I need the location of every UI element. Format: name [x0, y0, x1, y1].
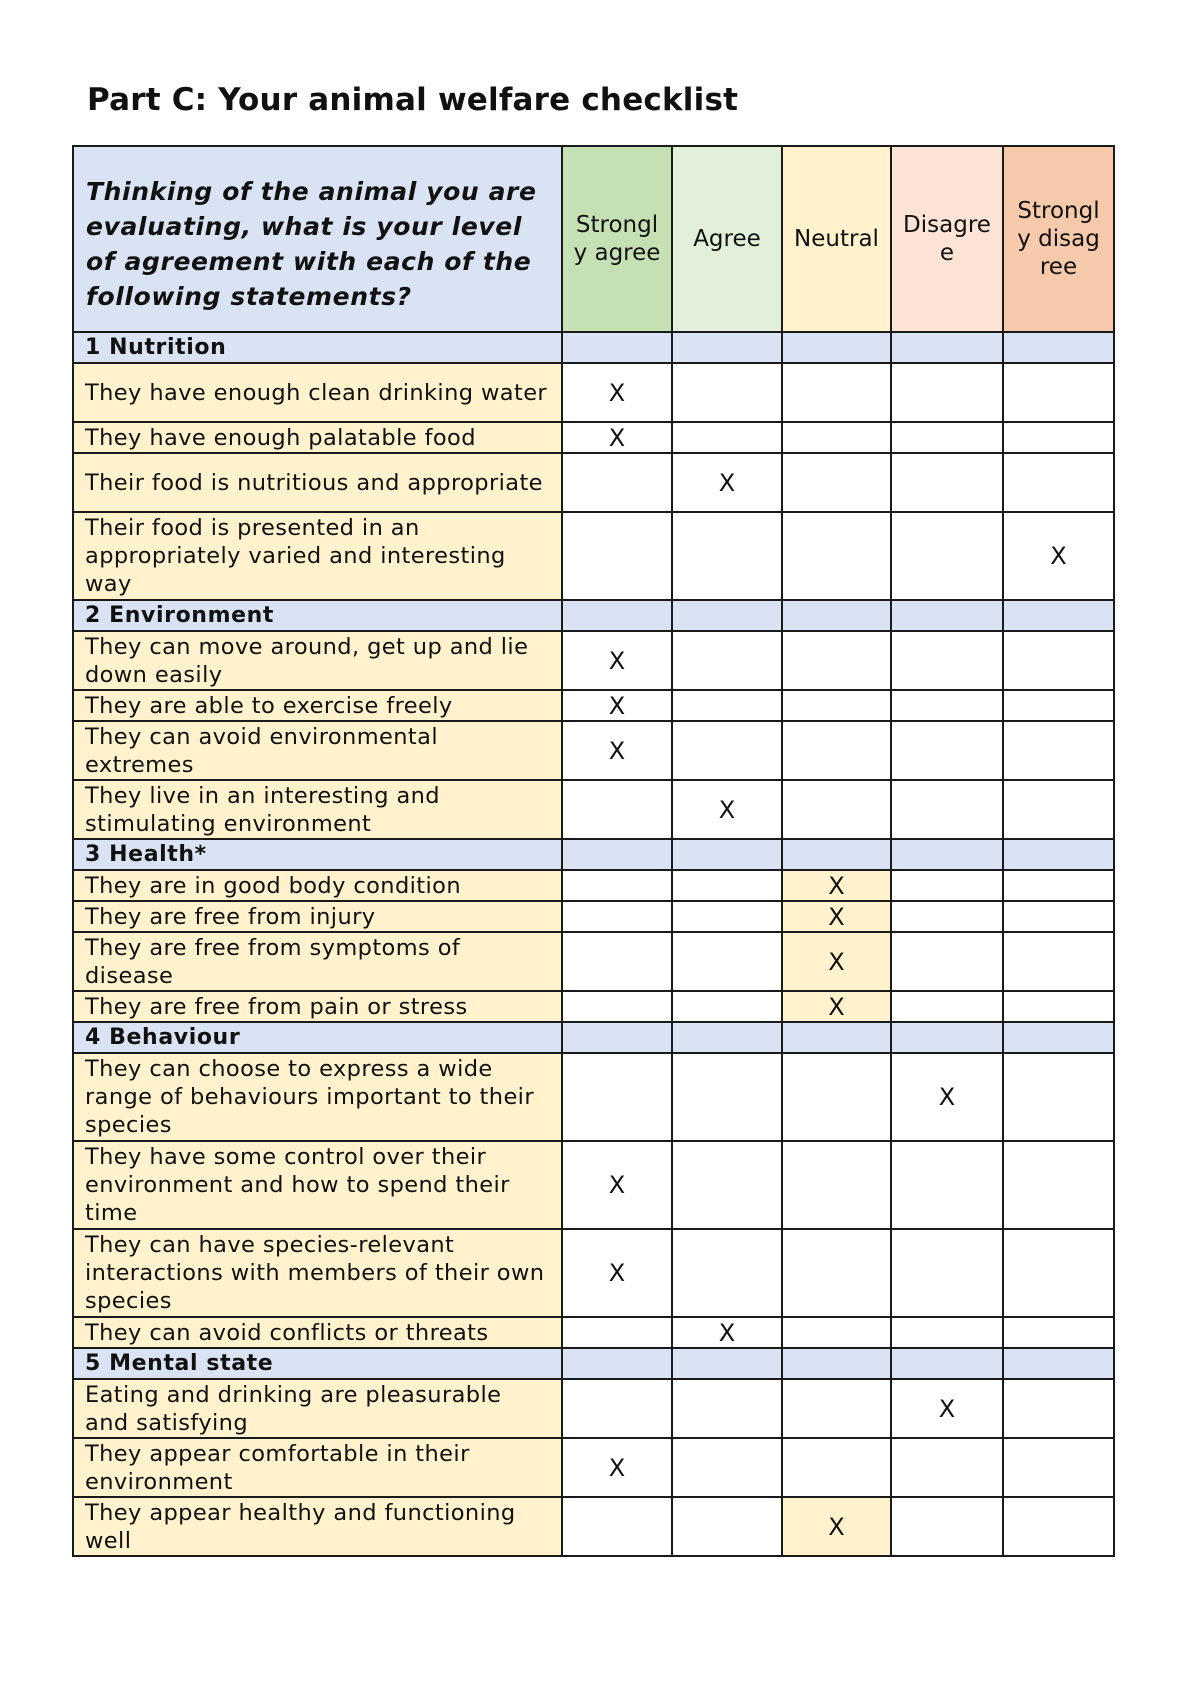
response-cell-strongly-disagree[interactable]	[1003, 453, 1114, 512]
section-cell-agree	[672, 332, 782, 363]
response-cell-strongly-agree[interactable]	[562, 1379, 672, 1438]
response-cell-agree[interactable]	[672, 1053, 782, 1141]
section-header-row	[73, 1022, 1114, 1053]
section-cell-neutral	[782, 1022, 891, 1053]
response-cell-agree[interactable]	[672, 870, 782, 901]
statement-text: They can avoid environmental extremes	[73, 721, 562, 780]
section-cell-agree	[672, 600, 782, 631]
response-cell-strongly-agree[interactable]	[562, 1317, 672, 1348]
header-agree: Agree	[672, 146, 782, 332]
header-strongly-agree: Strongly agree	[562, 146, 672, 332]
header-neutral: Neutral	[782, 146, 891, 332]
section-cell-disagree	[891, 332, 1003, 363]
response-cell-neutral[interactable]	[782, 1053, 891, 1141]
response-cell-neutral[interactable]	[782, 453, 891, 512]
response-cell-strongly-disagree[interactable]	[1003, 1229, 1114, 1317]
response-cell-agree[interactable]	[672, 1497, 782, 1556]
statement-row	[73, 870, 1114, 901]
response-cell-disagree[interactable]	[891, 1438, 1003, 1497]
response-cell-neutral[interactable]: X	[782, 991, 891, 1022]
statement-row	[73, 991, 1114, 1022]
response-cell-agree[interactable]	[672, 1229, 782, 1317]
statement-text: They can avoid conflicts or threats	[73, 1317, 562, 1348]
section-cell-strongly-agree	[562, 332, 672, 363]
response-cell-neutral[interactable]: X	[782, 932, 891, 991]
statement-row	[73, 1379, 1114, 1438]
statement-row	[73, 721, 1114, 780]
response-cell-strongly-disagree[interactable]	[1003, 991, 1114, 1022]
response-cell-strongly-disagree[interactable]	[1003, 1379, 1114, 1438]
response-cell-strongly-agree[interactable]	[562, 901, 672, 932]
response-cell-agree[interactable]	[672, 631, 782, 690]
statement-row	[73, 631, 1114, 690]
response-cell-disagree[interactable]	[891, 512, 1003, 600]
response-cell-strongly-disagree[interactable]	[1003, 1053, 1114, 1141]
statement-text: They are free from injury	[73, 901, 562, 932]
response-cell-disagree[interactable]	[891, 363, 1003, 422]
statement-row	[73, 1317, 1114, 1348]
statement-row	[73, 363, 1114, 422]
section-cell-strongly-agree	[562, 839, 672, 870]
response-cell-agree[interactable]	[672, 422, 782, 453]
section-cell-neutral	[782, 332, 891, 363]
response-cell-strongly-agree[interactable]	[562, 1497, 672, 1556]
response-cell-strongly-disagree[interactable]	[1003, 690, 1114, 721]
response-cell-strongly-agree[interactable]: X	[562, 422, 672, 453]
section-cell-strongly-disagree	[1003, 332, 1114, 363]
response-cell-neutral[interactable]	[782, 780, 891, 839]
statement-text: They live in an interesting and stimulating environment	[73, 780, 562, 839]
section-cell-disagree	[891, 1022, 1003, 1053]
section-cell-strongly-disagree	[1003, 839, 1114, 870]
response-cell-neutral[interactable]	[782, 1229, 891, 1317]
section-cell-strongly-disagree	[1003, 1022, 1114, 1053]
response-cell-agree[interactable]	[672, 690, 782, 721]
header-strongly-disagree: Strongly disagree	[1003, 146, 1114, 332]
section-cell-disagree	[891, 839, 1003, 870]
section-label: 1 Nutrition	[73, 332, 562, 363]
statement-row	[73, 780, 1114, 839]
statement-text: Eating and drinking are pleasurable and satisfying	[73, 1379, 562, 1438]
response-cell-disagree[interactable]	[891, 1497, 1003, 1556]
response-cell-strongly-agree[interactable]: X	[562, 721, 672, 780]
response-cell-strongly-agree[interactable]	[562, 512, 672, 600]
response-cell-disagree[interactable]	[891, 453, 1003, 512]
response-cell-neutral[interactable]: X	[782, 870, 891, 901]
statement-text: They can move around, get up and lie down easily	[73, 631, 562, 690]
response-cell-strongly-disagree[interactable]	[1003, 631, 1114, 690]
section-label: 5 Mental state	[73, 1348, 562, 1379]
statement-row	[73, 1497, 1114, 1556]
section-header-row	[73, 600, 1114, 631]
section-header-row	[73, 1348, 1114, 1379]
response-cell-disagree[interactable]: X	[891, 1379, 1003, 1438]
response-cell-neutral[interactable]	[782, 1379, 891, 1438]
response-cell-disagree[interactable]	[891, 932, 1003, 991]
response-cell-neutral[interactable]	[782, 721, 891, 780]
response-cell-strongly-agree[interactable]: X	[562, 631, 672, 690]
statement-row	[73, 422, 1114, 453]
section-label: 3 Health*	[73, 839, 562, 870]
response-cell-neutral[interactable]	[782, 512, 891, 600]
response-cell-agree[interactable]	[672, 1141, 782, 1229]
response-cell-strongly-agree[interactable]: X	[562, 1229, 672, 1317]
response-cell-neutral[interactable]	[782, 690, 891, 721]
response-cell-disagree[interactable]	[891, 422, 1003, 453]
response-cell-disagree[interactable]	[891, 991, 1003, 1022]
response-cell-agree[interactable]	[672, 721, 782, 780]
response-cell-strongly-agree[interactable]	[562, 932, 672, 991]
response-cell-disagree[interactable]	[891, 1141, 1003, 1229]
response-cell-strongly-disagree[interactable]: X	[1003, 512, 1114, 600]
response-cell-neutral[interactable]: X	[782, 901, 891, 932]
response-cell-disagree[interactable]	[891, 780, 1003, 839]
response-cell-strongly-disagree[interactable]	[1003, 780, 1114, 839]
section-header-row	[73, 332, 1114, 363]
statement-text: They appear healthy and functioning well	[73, 1497, 562, 1556]
statement-text: They are able to exercise freely	[73, 690, 562, 721]
statement-row	[73, 453, 1114, 512]
response-cell-agree[interactable]	[672, 512, 782, 600]
section-cell-disagree	[891, 600, 1003, 631]
response-cell-agree[interactable]	[672, 901, 782, 932]
response-cell-disagree[interactable]	[891, 901, 1003, 932]
section-cell-disagree	[891, 1348, 1003, 1379]
section-cell-strongly-agree	[562, 1022, 672, 1053]
response-cell-strongly-disagree[interactable]	[1003, 870, 1114, 901]
statement-row	[73, 512, 1114, 600]
response-cell-disagree[interactable]	[891, 1229, 1003, 1317]
statement-text: They can have species-relevant interactions with members of their own species	[73, 1229, 562, 1317]
response-cell-disagree[interactable]	[891, 870, 1003, 901]
statement-row	[73, 932, 1114, 991]
statement-text: Their food is nutritious and appropriate	[73, 453, 562, 512]
response-cell-neutral[interactable]	[782, 363, 891, 422]
statement-text: They appear comfortable in their environment	[73, 1438, 562, 1497]
header-disagree: Disagree	[891, 146, 1003, 332]
response-cell-strongly-disagree[interactable]	[1003, 1438, 1114, 1497]
statement-text: They have some control over their environment and how to spend their time	[73, 1141, 562, 1229]
section-cell-strongly-agree	[562, 1348, 672, 1379]
response-cell-strongly-agree[interactable]: X	[562, 690, 672, 721]
response-cell-strongly-agree[interactable]	[562, 870, 672, 901]
response-cell-disagree[interactable]: X	[891, 1053, 1003, 1141]
response-cell-strongly-disagree[interactable]	[1003, 422, 1114, 453]
response-cell-disagree[interactable]	[891, 690, 1003, 721]
statement-text: They have enough clean drinking water	[73, 363, 562, 422]
response-cell-strongly-agree[interactable]	[562, 453, 672, 512]
response-cell-agree[interactable]: X	[672, 1317, 782, 1348]
statement-row	[73, 690, 1114, 721]
statement-text: Their food is presented in an appropriately varied and interesting way	[73, 512, 562, 600]
section-label: 4 Behaviour	[73, 1022, 562, 1053]
section-cell-agree	[672, 1022, 782, 1053]
response-cell-disagree[interactable]	[891, 631, 1003, 690]
response-cell-agree[interactable]	[672, 1379, 782, 1438]
section-cell-strongly-disagree	[1003, 600, 1114, 631]
response-cell-strongly-disagree[interactable]	[1003, 1497, 1114, 1556]
response-cell-strongly-disagree[interactable]	[1003, 1317, 1114, 1348]
response-cell-strongly-agree[interactable]: X	[562, 1141, 672, 1229]
response-cell-neutral[interactable]	[782, 1317, 891, 1348]
response-cell-neutral[interactable]	[782, 1141, 891, 1229]
response-cell-strongly-agree[interactable]: X	[562, 363, 672, 422]
statement-text: They are free from pain or stress	[73, 991, 562, 1022]
section-header-row	[73, 839, 1114, 870]
statement-row	[73, 901, 1114, 932]
statement-text: They have enough palatable food	[73, 422, 562, 453]
statement-row	[73, 1438, 1114, 1497]
statement-row	[73, 1229, 1114, 1317]
section-cell-strongly-agree	[562, 600, 672, 631]
response-cell-agree[interactable]: X	[672, 453, 782, 512]
page-title: Part C: Your animal welfare checklist	[87, 82, 739, 118]
response-cell-agree[interactable]: X	[672, 780, 782, 839]
response-cell-neutral[interactable]	[782, 1438, 891, 1497]
response-cell-strongly-disagree[interactable]	[1003, 1141, 1114, 1229]
response-cell-agree[interactable]	[672, 363, 782, 422]
header-row	[73, 146, 1114, 332]
statement-text: They are free from symptoms of disease	[73, 932, 562, 991]
response-cell-agree[interactable]	[672, 1438, 782, 1497]
response-cell-neutral[interactable]	[782, 631, 891, 690]
section-cell-strongly-disagree	[1003, 1348, 1114, 1379]
response-cell-disagree[interactable]	[891, 1317, 1003, 1348]
response-cell-disagree[interactable]	[891, 721, 1003, 780]
statement-row	[73, 1141, 1114, 1229]
section-cell-agree	[672, 839, 782, 870]
header-question: Thinking of the animal you are evaluating, what is your level of agreement with each of the following statements?	[73, 146, 562, 332]
response-cell-strongly-disagree[interactable]	[1003, 932, 1114, 991]
checklist-body	[73, 332, 1114, 1556]
section-label: 2 Environment	[73, 600, 562, 631]
section-cell-agree	[672, 1348, 782, 1379]
response-cell-agree[interactable]	[672, 991, 782, 1022]
response-cell-strongly-agree[interactable]	[562, 991, 672, 1022]
response-cell-neutral[interactable]: X	[782, 1497, 891, 1556]
response-cell-strongly-disagree[interactable]	[1003, 721, 1114, 780]
statement-text: They can choose to express a wide range of behaviours important to their species	[73, 1053, 562, 1141]
response-cell-strongly-disagree[interactable]	[1003, 363, 1114, 422]
section-cell-neutral	[782, 600, 891, 631]
section-cell-neutral	[782, 1348, 891, 1379]
welfare-checklist-table	[72, 145, 1115, 1557]
statement-row	[73, 1053, 1114, 1141]
response-cell-strongly-agree[interactable]: X	[562, 1438, 672, 1497]
response-cell-agree[interactable]	[672, 932, 782, 991]
response-cell-strongly-agree[interactable]	[562, 780, 672, 839]
response-cell-strongly-agree[interactable]	[562, 1053, 672, 1141]
statement-text: They are in good body condition	[73, 870, 562, 901]
response-cell-neutral[interactable]	[782, 422, 891, 453]
section-cell-neutral	[782, 839, 891, 870]
response-cell-strongly-disagree[interactable]	[1003, 901, 1114, 932]
